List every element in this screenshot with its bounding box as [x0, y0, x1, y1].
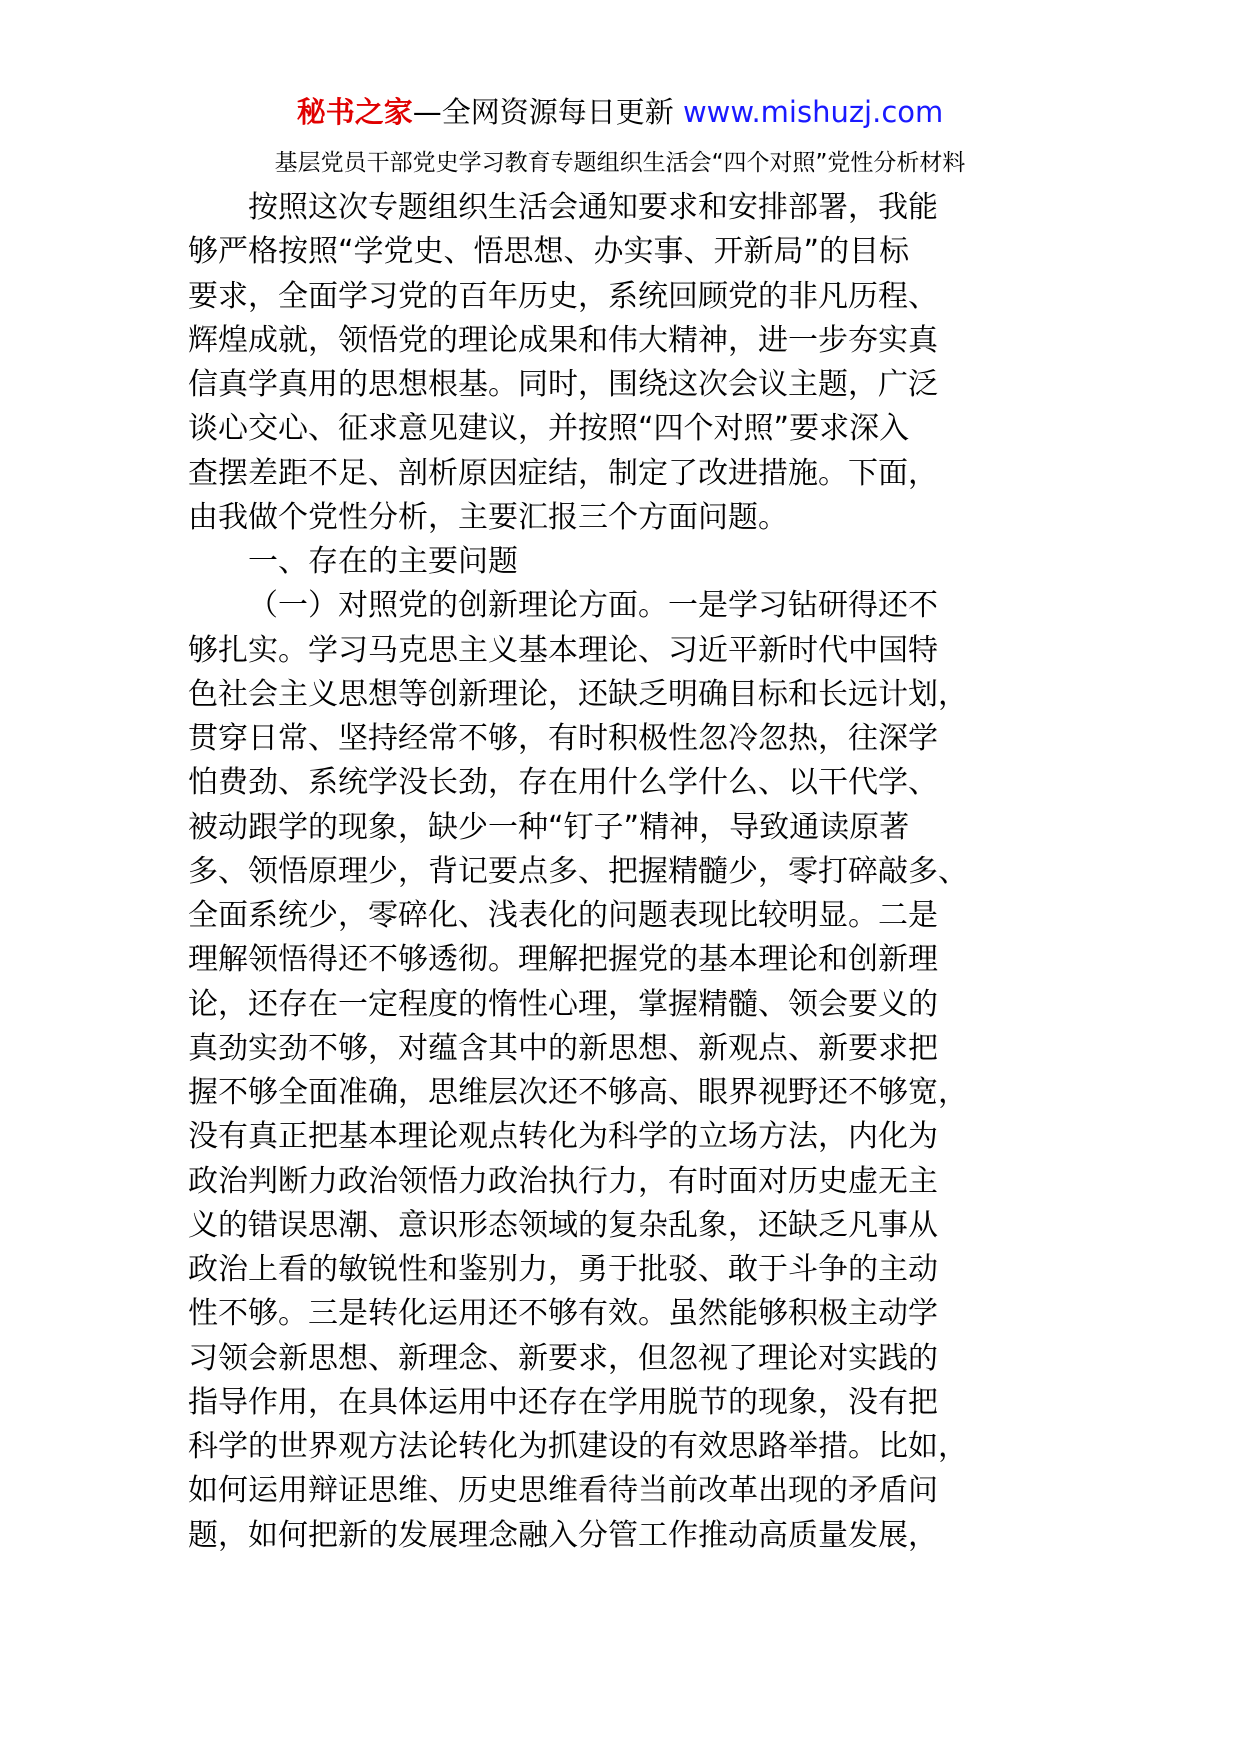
text-line: 色社会主义思想等创新理论，还缺乏明确目标和长远计划，	[188, 676, 968, 712]
text-line: 按照这次专题组织生活会通知要求和安排部署，我能	[248, 190, 938, 225]
text-line: 没有真正把基本理论观点转化为科学的立场方法，内化为	[188, 1119, 938, 1155]
text-line: 性不够。三是转化运用还不够有效。虽然能够积极主动学	[188, 1296, 938, 1332]
document-title: 基层党员干部党史学习教育专题组织生活会“四个对照”党性分析材料	[274, 150, 966, 176]
text-line: 查摆差距不足、剖析原因症结，制定了改进措施。下面，	[188, 455, 938, 491]
text-line: 全面系统少，零碎化、浅表化的问题表现比较明显。二是	[188, 898, 938, 933]
text-line: 谈心交心、征求意见建议，并按照“四个对照”要求深入	[188, 411, 910, 447]
text-line: 真劲实劲不够，对蕴含其中的新思想、新观点、新要求把	[188, 1030, 938, 1066]
text-line: 政治上看的敏锐性和鉴别力，勇于批驳、敢于斗争的主动	[188, 1252, 938, 1287]
site-tagline: —全网资源每日更新	[412, 95, 683, 129]
text-line: 多、领悟原理少，背记要点多、把握精髓少，零打碎敲多、	[188, 853, 968, 889]
text-line: 题，如何把新的发展理念融入分管工作推动高质量发展，	[188, 1517, 938, 1553]
text-line: 指导作用，在具体运用中还存在学用脱节的现象，没有把	[188, 1384, 938, 1420]
site-header	[0, 92, 1240, 132]
section-heading: 一、存在的主要问题	[248, 544, 518, 579]
text-line: （一）对照党的创新理论方面。一是学习钻研得还不	[248, 588, 938, 624]
text-line: 贯穿日常、坚持经常不够，有时积极性忽冷忽热，往深学	[188, 721, 938, 756]
text-line: 够扎实。学习马克思主义基本理论、习近平新时代中国特	[188, 632, 938, 668]
text-line: 怕费劲、系统学没长劲，存在用什么学什么、以干代学、	[188, 765, 938, 801]
text-line: 习领会新思想、新理念、新要求，但忽视了理论对实践的	[188, 1340, 938, 1376]
text-line: 由我做个党性分析，主要汇报三个方面问题。	[188, 499, 788, 535]
text-line: 义的错误思潮、意识形态领域的复杂乱象，还缺乏凡事从	[188, 1207, 938, 1243]
document-body	[188, 186, 1072, 1558]
text-line: 政治判断力政治领悟力政治执行力，有时面对历史虚无主	[188, 1163, 938, 1199]
text-line: 信真学真用的思想根基。同时，围绕这次会议主题，广泛	[188, 367, 938, 402]
text-line: 被动跟学的现象，缺少一种“钉子”精神，导致通读原著	[188, 809, 910, 845]
text-line: 论，还存在一定程度的惰性心理，掌握精髓、领会要义的	[188, 986, 938, 1022]
text-line: 握不够全面准确，思维层次还不够高、眼界视野还不够宽，	[188, 1075, 968, 1110]
text-line: 理解领悟得还不够透彻。理解把握党的基本理论和创新理	[188, 942, 938, 978]
text-line: 科学的世界观方法论转化为抓建设的有效思路举措。比如，	[188, 1429, 968, 1464]
text-line: 如何运用辩证思维、历史思维看待当前改革出现的矛盾问	[188, 1473, 938, 1509]
brand-name: 秘书之家	[296, 95, 413, 129]
text-line: 要求，全面学习党的百年历史，系统回顾党的非凡历程、	[188, 278, 938, 314]
text-line: 辉煌成就，领悟党的理论成果和伟大精神，进一步夯实真	[188, 322, 938, 358]
site-url-link[interactable]: www.mishuzj.com	[682, 95, 944, 129]
text-line: 够严格按照“学党史、悟思想、办实事、开新局”的目标	[188, 234, 910, 270]
